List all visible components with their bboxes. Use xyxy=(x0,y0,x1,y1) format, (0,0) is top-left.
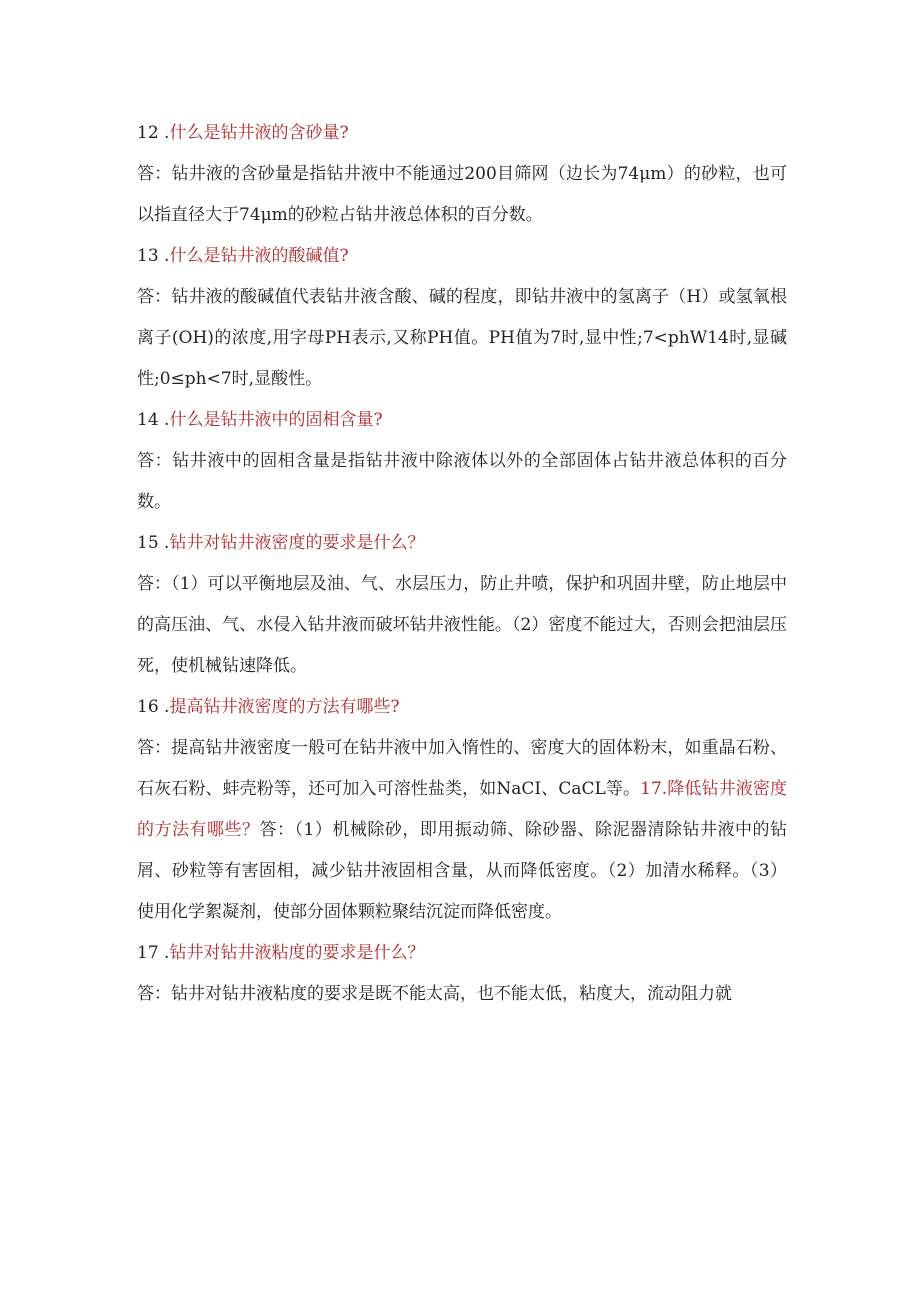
question-number: 13 . xyxy=(137,246,170,266)
question-text: 钻井对钻井液密度的要求是什么？ xyxy=(169,533,425,553)
document-body xyxy=(137,113,787,1015)
question-number: 12 . xyxy=(137,123,170,143)
answer-14: 答：钻井液中的固相含量是指钻井液中除液体以外的全部固体占钻井液总体积的百分数。 xyxy=(137,451,787,512)
question-number: 15 . xyxy=(137,533,170,553)
question-14 xyxy=(137,400,787,441)
question-text: 提高钻井液密度的方法有哪些? xyxy=(169,697,400,717)
answer-17-text: 答：（1）机械除砂，即用振动筛、除砂器、除泥器清除钻井液中的钻屑、砂粒等有害固相，减少钻井液固相含量，从而降低密度。（2）加清水稀释。（3）使用化学絮凝剂，使部分固体颗粒聚结沉淀而降低密度。 xyxy=(137,820,788,922)
question-text: 什么是钻井液的酸碱值? xyxy=(169,246,349,266)
answer-16 xyxy=(137,728,787,933)
question-15 xyxy=(137,523,787,564)
question-17 xyxy=(137,933,787,974)
question-text: 钻井对钻井液粘度的要求是什么？ xyxy=(169,943,425,963)
answer-13: 答：钻井液的酸碱值代表钻井液含酸、碱的程度，即钻井液中的氢离子（H）或氢氧根离子(OH)的浓度,用字母PH表示,又称PH值。PH值为7时,显中性;7<phW14时,显碱性;0≤ph<7时,显酸性。 xyxy=(137,287,787,389)
question-number: 16 . xyxy=(137,697,170,717)
question-number: 17 . xyxy=(137,943,170,963)
question-number: 14 . xyxy=(137,410,170,430)
question-text: 什么是钻井液中的固相含量? xyxy=(169,410,383,430)
answer-15: 答：（1）可以平衡地层及油、气、水层压力，防止井喷，保护和巩固井壁，防止地层中的高压油、气、水侵入钻井液而破坏钻井液性能。（2）密度不能过大，否则会把油层压死，使机械钻速降低。 xyxy=(137,574,787,676)
question-12 xyxy=(137,113,787,154)
question-13 xyxy=(137,236,787,277)
question-text: 什么是钻井液的含砂量? xyxy=(169,123,349,143)
answer-17: 答：钻井对钻井液粘度的要求是既不能太高，也不能太低，粘度大，流动阻力就 xyxy=(137,984,732,1004)
inline-question-17: 17.降低钻井液密度的方法有哪些？ xyxy=(137,779,787,840)
answer-12: 答：钻井液的含砂量是指钻井液中不能通过200目筛网（边长为74μm）的砂粒，也可以指直径大于74μm的砂粒占钻井液总体积的百分数。 xyxy=(137,164,787,225)
question-16 xyxy=(137,687,787,728)
answer-16-text: 答：提高钻井液密度一般可在钻井液中加入惰性的、密度大的固体粉末，如重晶石粉、石灰石粉、蚌壳粉等，还可加入可溶性盐类，如NaCI、CaCL等。 xyxy=(137,738,787,799)
